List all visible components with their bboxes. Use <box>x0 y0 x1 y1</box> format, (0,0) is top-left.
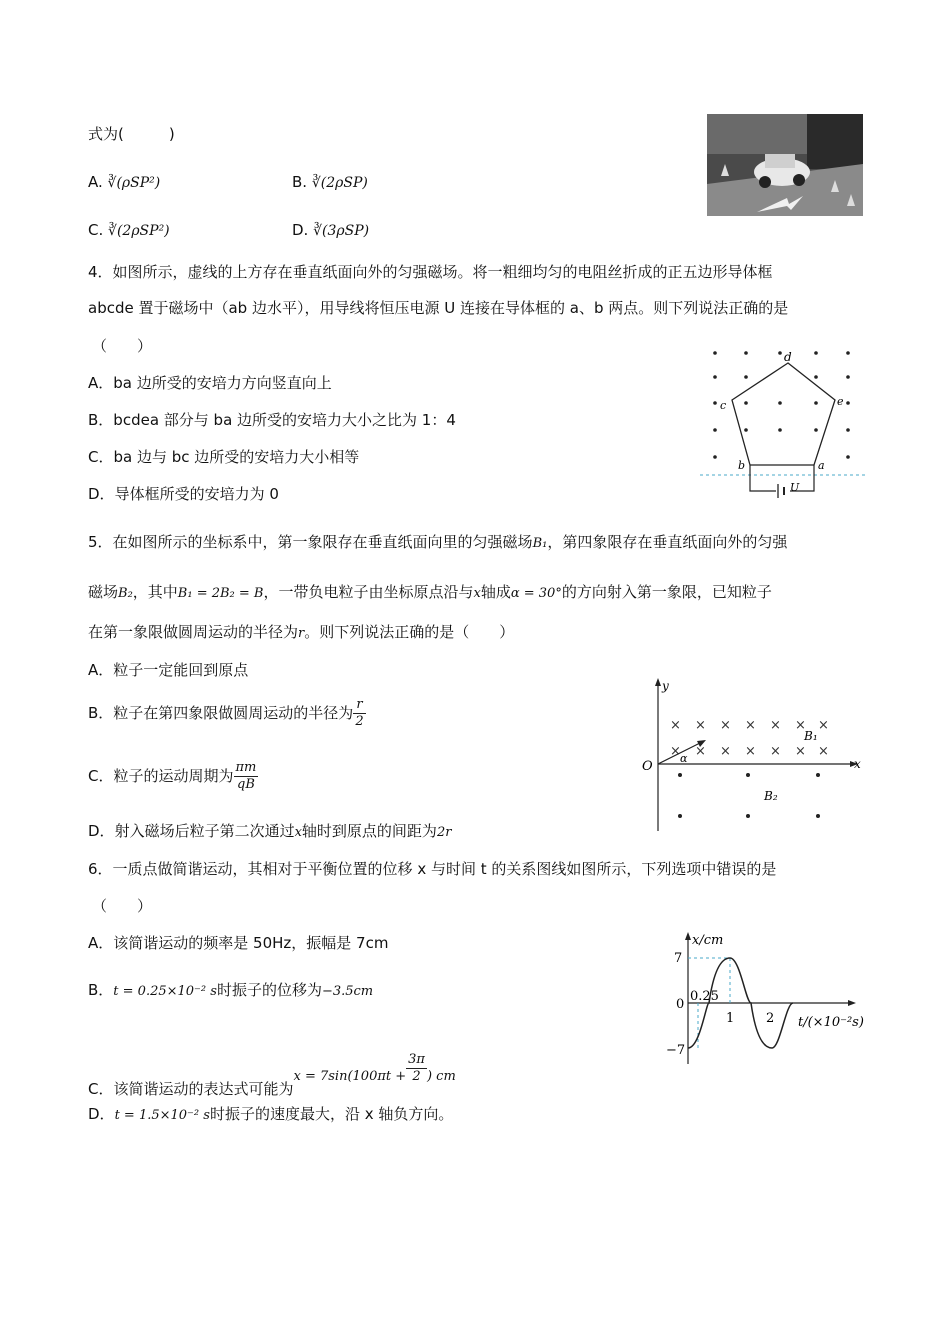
alpha-label: α <box>680 752 688 765</box>
q4-option-d: D．导体框所受的安培力为 0 <box>88 485 279 503</box>
cross-mark: × <box>720 718 731 733</box>
q5-line-3: 在第一象限做圆周运动的半径为r。则下列说法正确的是（ ） <box>88 623 515 641</box>
cross-mark: × <box>695 744 706 759</box>
tick-025-label: 0.25 <box>690 989 719 1004</box>
q4-option-b: B．bcdea 部分与 ba 边所受的安培力大小之比为 1：4 <box>88 411 456 429</box>
q6-option-a: A．该简谐运动的频率是 50Hz，振幅是 7cm <box>88 934 389 952</box>
q3-option-c: C. ∛(2ρSP²) <box>88 221 170 239</box>
q5-option-c: C．粒子的运动周期为 $\frac{\pi m}{qB}$ <box>88 760 257 792</box>
origin-label: O <box>642 759 653 774</box>
cross-mark: × <box>670 744 681 759</box>
graph-x-label: t/(×10⁻²s) <box>798 1015 864 1030</box>
cross-mark: × <box>818 744 829 759</box>
cross-mark: × <box>745 744 756 759</box>
q4-line-2: abcde 置于磁场中（ab 边水平），用导线将恒压电源 U 连接在导体框的 a、b 两点。则下列说法正确的是 <box>88 299 789 317</box>
car-photo <box>707 114 863 216</box>
fraction-r-over-2: $\frac{r}{2}$ <box>355 697 364 729</box>
q6-option-c: C．该简谐运动的表达式可能为x = 7sin(100πt + $\frac{3\pi}{2}$ ) cm <box>88 1052 456 1098</box>
vertex-d-label: d <box>784 350 792 364</box>
q5-option-a: A．粒子一定能回到原点 <box>88 661 249 679</box>
q6-option-d: D．t = 1.5×10⁻² s时振子的速度最大，沿 x 轴负方向。 <box>88 1105 454 1123</box>
q3-option-d: D. ∛(3ρSP) <box>292 221 370 239</box>
cross-mark: × <box>695 718 706 733</box>
cross-mark: × <box>770 718 781 733</box>
fraction-pim-over-qb: $\frac{\pi m}{qB}$ <box>235 760 257 792</box>
q4-option-a: A．ba 边所受的安培力方向竖直向上 <box>88 374 332 392</box>
vertex-b-label: b <box>738 459 746 472</box>
tick-1-label: 1 <box>726 1011 735 1026</box>
fraction-3pi-over-2: $\frac{3\pi}{2}$ <box>408 1052 425 1084</box>
q6-line-2: （ ） <box>92 897 153 915</box>
q6-option-b: B．t = 0.25×10⁻² s时振子的位移为−3.5cm <box>88 981 374 999</box>
b1-label: B₁ <box>804 729 818 743</box>
y-axis-label: y <box>662 679 669 693</box>
q6-line-1: 6．一质点做简谐运动，其相对于平衡位置的位移 x 与时间 t 的关系图线如图所示，下列选项中错误的是 <box>88 860 777 878</box>
cross-mark: × <box>795 718 806 733</box>
q4-line-3: （ ） <box>92 337 153 355</box>
zero-label: 0 <box>676 997 685 1012</box>
q4-line-1: 4．如图所示，虚线的上方存在垂直纸面向外的匀强磁场。将一粗细均匀的电阻丝折成的正五边形导体框 <box>88 263 773 281</box>
source-u-label: U <box>790 481 800 494</box>
vertex-a-label: a <box>818 459 825 472</box>
q3-option-b: B. ∛(2ρSP) <box>292 173 368 191</box>
cross-mark: × <box>795 744 806 759</box>
q4-option-c: C．ba 边与 bc 边所受的安培力大小相等 <box>88 448 360 466</box>
cross-mark: × <box>745 718 756 733</box>
x-axis-label: x <box>854 757 861 771</box>
cross-mark: × <box>720 744 731 759</box>
q5-line-1: 5．在如图所示的坐标系中，第一象限存在垂直纸面向里的匀强磁场B₁，第四象限存在垂直纸面向外的匀强 <box>88 533 788 551</box>
cross-mark: × <box>770 744 781 759</box>
q5-option-b: B．粒子在第四象限做圆周运动的半径为 $\frac{r}{2}$ <box>88 697 364 729</box>
value-neg7-label: −7 <box>666 1043 686 1058</box>
displacement-time-graph <box>660 928 870 1068</box>
q5-line-2: 磁场B₂，其中B₁ = 2B₂ = B，一带负电粒子由坐标原点沿与x轴成α = 30°的方向射入第一象限，已知粒子 <box>88 583 772 601</box>
q3-stem-tail: 式为( ) <box>88 125 175 143</box>
coordinate-figure <box>640 676 870 836</box>
q5-option-d: D．射入磁场后粒子第二次通过x轴时到原点的间距为2r <box>88 822 452 840</box>
q3-option-a: A. ∛(ρSP²) <box>88 173 161 191</box>
value-7-label: 7 <box>674 951 683 966</box>
cross-mark: × <box>818 718 829 733</box>
b2-label: B₂ <box>764 789 778 803</box>
graph-y-label: x/cm <box>692 933 724 948</box>
pentagon-figure <box>700 345 870 505</box>
vertex-e-label: e <box>837 395 844 408</box>
vertex-c-label: c <box>720 399 727 412</box>
cross-mark: × <box>670 718 681 733</box>
tick-2-label: 2 <box>766 1011 775 1026</box>
